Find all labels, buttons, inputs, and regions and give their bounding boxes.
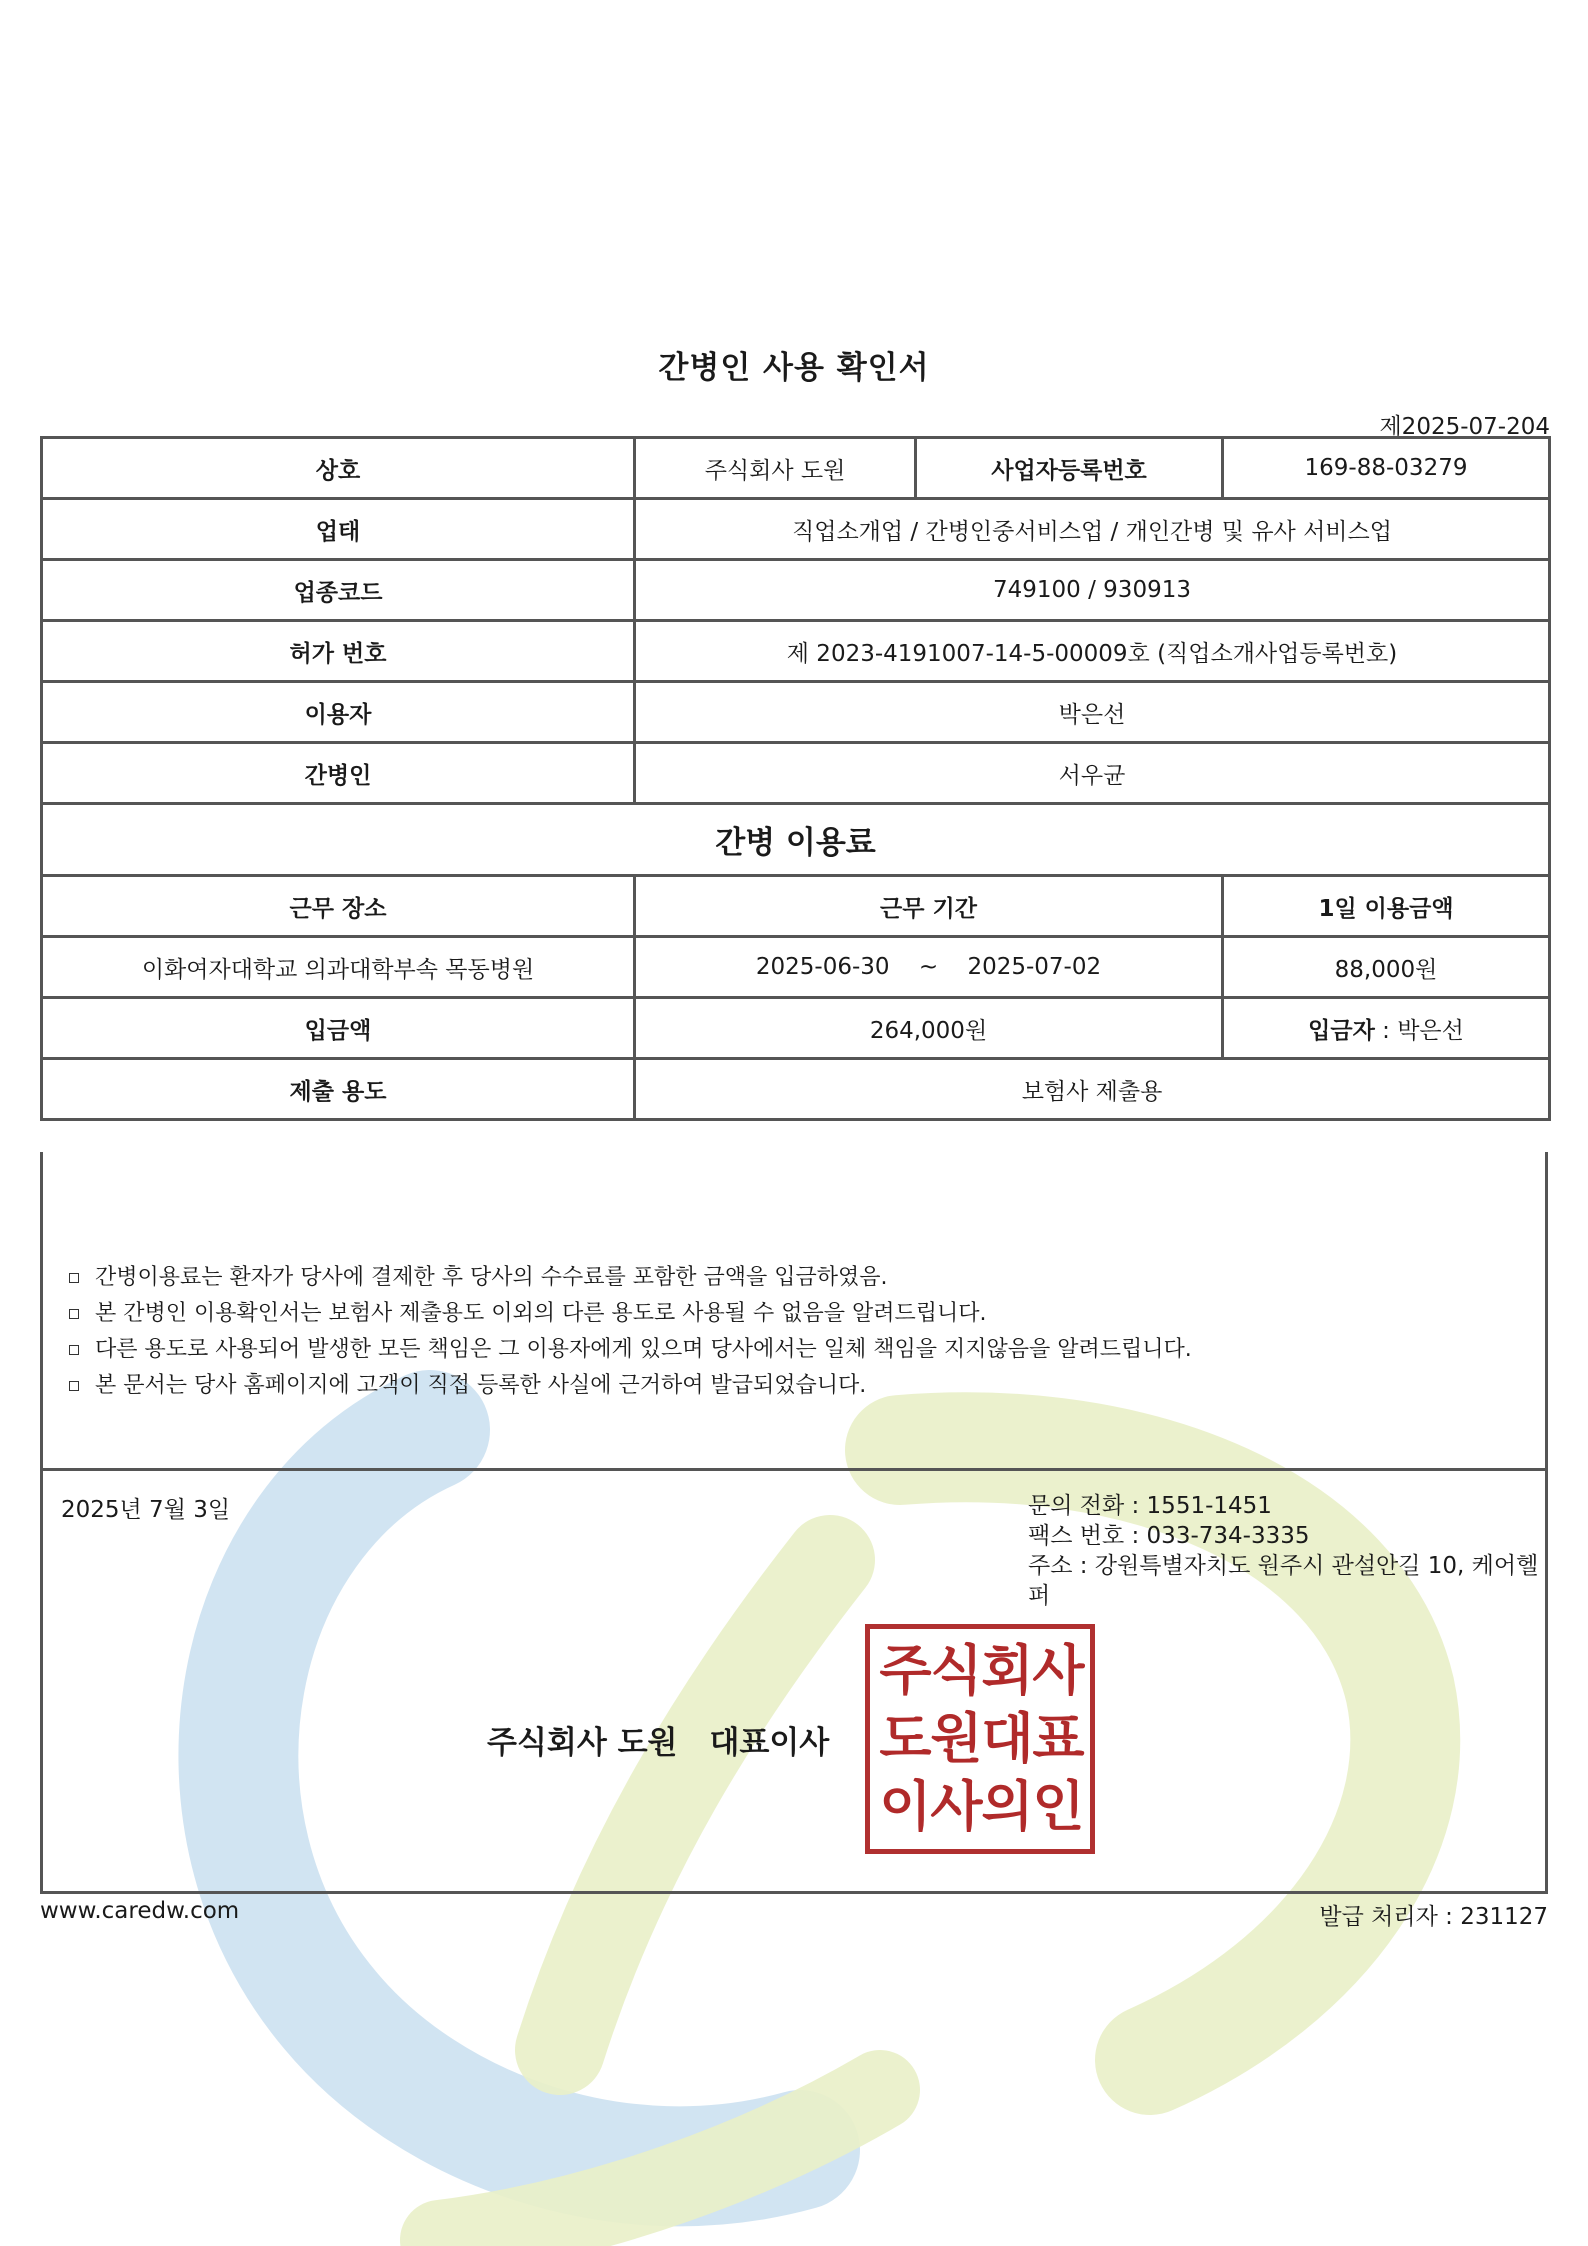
seal-characters: [878, 1637, 1082, 1841]
period-separator: ~: [918, 954, 939, 980]
workplace-value: 이화여자대학교 의과대학부속 목동병원: [42, 937, 635, 998]
depositor-value: 박은선: [1397, 1017, 1464, 1044]
caregiver-value: 서우균: [635, 743, 1550, 804]
seal-glyph: 인: [1032, 1775, 1081, 1838]
issuer-id: 발급 처리자 : 231127: [1319, 1904, 1548, 1930]
signer-title: 대표이사: [709, 1725, 830, 1761]
website-url: www.caredw.com: [40, 1898, 240, 1924]
depositor-separator: :: [1374, 1017, 1398, 1044]
issue-date: 2025년 7월 3일: [61, 1497, 231, 1523]
certificate-table: [40, 436, 1551, 1121]
deposit-amount: 264,000원: [635, 998, 1223, 1059]
user-value: 박은선: [635, 682, 1550, 743]
depositor-label: 입금자: [1308, 1017, 1375, 1044]
seal-glyph: 도: [879, 1707, 928, 1770]
fee-header-row: [42, 876, 1550, 937]
caregiver-row: [42, 743, 1550, 804]
company-seal-stamp: [865, 1624, 1095, 1854]
industry-code-row: [42, 560, 1550, 621]
license-label: 허가 번호: [42, 621, 635, 682]
square-bullet-icon: [69, 1273, 79, 1283]
seal-glyph: 사: [930, 1775, 979, 1838]
note-item: [69, 1368, 1192, 1404]
seal-glyph: 사: [1032, 1639, 1081, 1702]
note-text: 본 간병인 이용확인서는 보험사 제출용도 이외의 다른 용도로 사용될 수 없음을 알려드립니다.: [95, 1301, 987, 1326]
fee-section-row: [42, 804, 1550, 876]
workplace-label: 근무 장소: [42, 876, 635, 937]
period-value: [635, 937, 1223, 998]
period-end: 2025-07-02: [967, 954, 1102, 980]
note-item: [69, 1296, 1192, 1332]
contact-info: [1028, 1491, 1545, 1611]
seal-glyph: 식: [930, 1639, 979, 1702]
note-item: [69, 1260, 1192, 1296]
daily-amount-value: 88,000원: [1223, 937, 1550, 998]
business-type-label: 업태: [42, 499, 635, 560]
company-row: [42, 438, 1550, 499]
square-bullet-icon: [69, 1381, 79, 1391]
document-number: 제2025-07-204: [1379, 414, 1550, 440]
company-label: 상호: [42, 438, 635, 499]
seal-glyph: 주: [879, 1639, 928, 1702]
notes-box: [40, 1152, 1548, 1471]
company-address: 주소 : 강원특별자치도 원주시 관설안길 10, 케어헬퍼: [1028, 1553, 1539, 1609]
note-text: 본 문서는 당사 홈페이지에 고객이 직접 등록한 사실에 근거하여 발급되었습니다.: [95, 1373, 867, 1398]
square-bullet-icon: [69, 1309, 79, 1319]
note-text: 간병이용료는 환자가 당사에 결제한 후 당사의 수수료를 포함한 금액을 입금하였음.: [95, 1265, 888, 1290]
purpose-row: [42, 1059, 1550, 1120]
business-reg-label: 사업자등록번호: [916, 438, 1223, 499]
period-label: 근무 기간: [635, 876, 1223, 937]
user-label: 이용자: [42, 682, 635, 743]
user-row: [42, 682, 1550, 743]
note-item: [69, 1332, 1192, 1368]
industry-code-value: 749100 / 930913: [635, 560, 1550, 621]
license-row: [42, 621, 1550, 682]
industry-code-label: 업종코드: [42, 560, 635, 621]
deposit-label: 입금액: [42, 998, 635, 1059]
footer-box: [40, 1469, 1548, 1894]
fee-section-title: 간병 이용료: [42, 804, 1550, 876]
business-reg-value: 169-88-03279: [1223, 438, 1550, 499]
depositor-cell: [1223, 998, 1550, 1059]
company-value: 주식회사 도원: [635, 438, 916, 499]
period-start: 2025-06-30: [755, 954, 890, 980]
purpose-value: 보험사 제출용: [635, 1059, 1550, 1120]
signer-company: 주식회사 도원: [487, 1725, 678, 1761]
seal-glyph: 표: [1032, 1707, 1081, 1770]
seal-glyph: 대: [981, 1707, 1030, 1770]
business-type-row: [42, 499, 1550, 560]
fee-value-row: [42, 937, 1550, 998]
signer: [487, 1717, 829, 1762]
license-value: 제 2023-4191007-14-5-00009호 (직업소개사업등록번호): [635, 621, 1550, 682]
phone-number: 문의 전화 : 1551-1451: [1028, 1493, 1272, 1519]
daily-amount-label: 1일 이용금액: [1223, 876, 1550, 937]
deposit-row: [42, 998, 1550, 1059]
seal-glyph: 회: [981, 1639, 1030, 1702]
purpose-label: 제출 용도: [42, 1059, 635, 1120]
document-title: 간병인 사용 확인서: [658, 350, 930, 386]
notes-list: [69, 1260, 1192, 1404]
seal-glyph: 원: [930, 1707, 979, 1770]
fax-number: 팩스 번호 : 033-734-3335: [1028, 1523, 1310, 1549]
caregiver-label: 간병인: [42, 743, 635, 804]
note-text: 다른 용도로 사용되어 발생한 모든 책임은 그 이용자에게 있으며 당사에서는 일체 책임을 지지않음을 알려드립니다.: [95, 1337, 1192, 1362]
business-type-value: 직업소개업 / 간병인중서비스업 / 개인간병 및 유사 서비스업: [635, 499, 1550, 560]
seal-glyph: 이: [879, 1775, 928, 1838]
seal-glyph: 의: [981, 1775, 1030, 1838]
square-bullet-icon: [69, 1345, 79, 1355]
